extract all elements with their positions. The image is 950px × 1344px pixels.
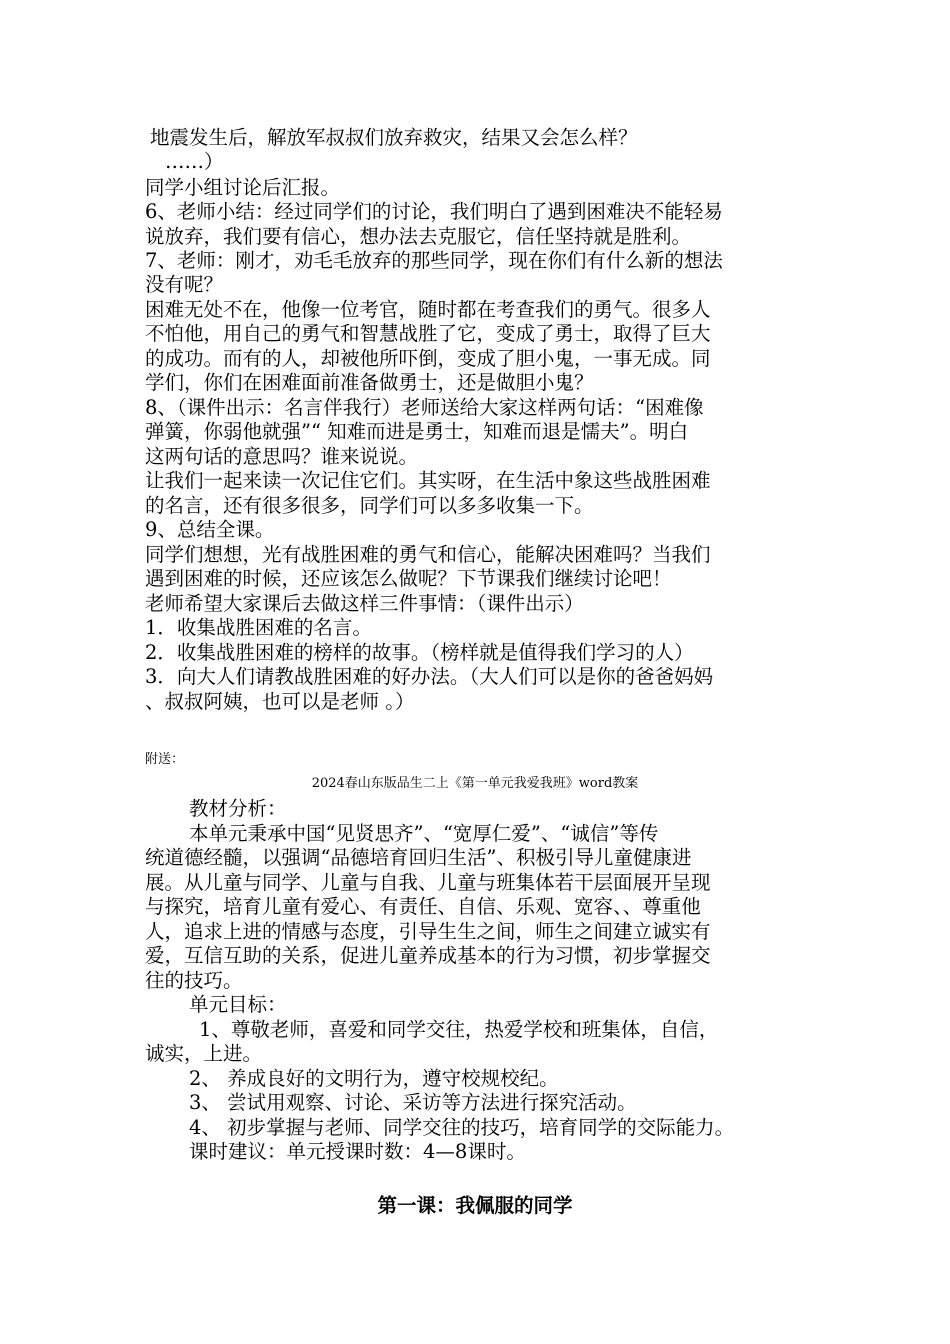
text-line: 没有呢？ <box>145 273 224 296</box>
text-line: 1、尊敬老师，喜爱和同学交往，热爱学校和班集体，自信， <box>199 1018 719 1041</box>
text-line: 学们，你们在困难面前准备做勇士，还是做胆小鬼？ <box>145 371 594 394</box>
text-line: 2、 养成良好的文明行为，遵守校规校纪。 <box>189 1067 559 1090</box>
text-line: 爱，互信互助的关系，促进儿童养成基本的行为习惯，初步掌握交 <box>145 944 711 967</box>
text-line: 人，追求上进的情感与态度，引导生生之间，师生之间建立诚实有 <box>145 920 711 943</box>
text-line: 不怕他，用自己的勇气和智慧战胜了它，变成了勇士，取得了巨大 <box>145 322 711 345</box>
text-line: 1．收集战胜困难的名言。 <box>145 616 372 639</box>
text-line: 本单元秉承中国“见贤思齐”、“宽厚仁爱”、“诚信”等传 <box>189 822 659 845</box>
text-line: 、叔叔阿姨，也可以是老师 。） <box>145 690 415 713</box>
text-line: 3．向大人们请教战胜困难的好办法。（大人们可以是你的爸爸妈妈 <box>145 665 714 688</box>
attachment-title: 2024春山东版品生二上《第一单元我爱我班》word教案 <box>311 776 639 791</box>
text-line: 同学们想想，光有战胜困难的勇气和信心，能解决困难吗？当我们 <box>145 543 711 566</box>
text-line: 的名言，还有很多很多，同学们可以多多收集一下。 <box>145 494 594 517</box>
text-line: 老师希望大家课后去做这样三件事情：（课件出示） <box>145 592 584 615</box>
section-heading: 单元目标： <box>189 993 287 1016</box>
attachment-label: 附送： <box>145 752 185 767</box>
text-line: 诚实，上进。 <box>145 1042 263 1065</box>
text-line: 弹簧，你弱他就强”“ 知难而进是勇士，知难而退是懦夫”。明白 <box>145 420 689 443</box>
text-line: 课时建议：单元授课时数：4—8课时。 <box>189 1140 526 1163</box>
text-line: 的成功。而有的人，却被他所吓倒，变成了胆小鬼，一事无成。同 <box>145 347 711 370</box>
section-heading: 教材分析： <box>189 797 287 820</box>
text-line: 地震发生后，解放军叔叔们放弃救灾，结果又会怎么样？ <box>150 126 638 149</box>
text-line: 4、 初步掌握与老师、同学交往的技巧，培育同学的交际能力。 <box>189 1116 735 1139</box>
text-line: 3、 尝试用观察、讨论、采访等方法进行探究活动。 <box>189 1091 637 1114</box>
text-line: 让我们一起来读一次记住它们。其实呀，在生活中象这些战胜困难 <box>145 469 711 492</box>
text-line: 与探究，培育儿童有爱心、有责任、自信、乐观、宽容、、尊重他 <box>145 895 701 918</box>
text-line: 这两句话的意思吗？谁来说说。 <box>145 445 419 468</box>
text-line: 说放弃，我们要有信心，想办法去克服它，信任坚持就是胜利。 <box>145 225 692 248</box>
text-line: 统道德经髓，以强调“品德培育回归生活”、积极引导儿童健康进 <box>145 846 692 869</box>
text-line: 遇到困难的时候，还应该怎么做呢？下节课我们继续讨论吧！ <box>145 567 672 590</box>
text-line: 7、老师：刚才，劝毛毛放弃的那些同学，现在你们有什么新的想法 <box>145 249 723 272</box>
text-line: 6、老师小结：经过同学们的讨论，我们明白了遇到困难决不能轻易 <box>145 200 723 223</box>
text-line: 9、总结全课。 <box>145 518 275 541</box>
lesson-title: 第一课：我佩服的同学 <box>377 1194 573 1217</box>
text-line: ……） <box>165 150 224 173</box>
text-line: 往的技巧。 <box>145 969 243 992</box>
text-line: 展。从儿童与同学、儿童与自我、儿童与班集体若干层面展开呈现 <box>145 871 711 894</box>
text-line: 困难无处不在，他像一位考官，随时都在考查我们的勇气。很多人 <box>145 298 711 321</box>
text-line: 8、（课件出示：名言伴我行）老师送给大家这样两句话：“困难像 <box>145 396 704 419</box>
text-line: 2．收集战胜困难的榜样的故事。（榜样就是值得我们学习的人） <box>145 641 694 664</box>
text-line: 同学小组讨论后汇报。 <box>145 176 341 199</box>
